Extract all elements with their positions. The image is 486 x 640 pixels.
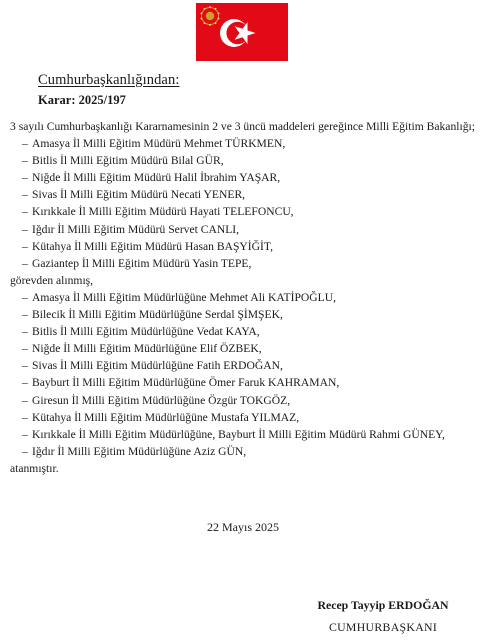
list-item-text: Bilecik İl Milli Eğitim Müdürlüğüne Serdal ŞİMŞEK, [32, 308, 283, 322]
list-item [10, 340, 476, 357]
list-item [10, 374, 476, 391]
list-item-text: Niğde İl Milli Eğitim Müdürlüğüne Elif ÖZBEK, [32, 342, 262, 356]
list-item-text: Kütahya İl Milli Eğitim Müdürlüğüne Mustafa YILMAZ, [32, 410, 300, 424]
list-item [10, 357, 476, 374]
list-item-text: Amasya İl Milli Eğitim Müdürü Mehmet TÜRKMEN, [32, 137, 286, 151]
dash-bullet: – [22, 290, 28, 304]
removed-closing: görevden alınmış, [10, 273, 94, 287]
decision-date: 22 Mayıs 2025 [207, 520, 279, 534]
list-item [10, 152, 476, 169]
dash-bullet: – [22, 376, 28, 390]
decision-number: Karar: 2025/197 [38, 93, 126, 107]
dash-bullet: – [22, 444, 28, 458]
list-item [10, 323, 476, 340]
dash-bullet: – [22, 325, 28, 339]
dash-bullet: – [22, 256, 28, 270]
dash-bullet: – [22, 205, 28, 219]
appointed-closing: atanmıştır. [10, 461, 59, 475]
list-item [10, 186, 476, 203]
dash-bullet: – [22, 342, 28, 356]
list-item-text: Kütahya İl Milli Eğitim Müdürü Hasan BAŞYİĞİT, [32, 239, 273, 253]
dash-bullet: – [22, 359, 28, 373]
list-item-text: Sivas İl Milli Eğitim Müdürü Necati YENER, [32, 188, 246, 202]
list-item [10, 221, 476, 238]
appointed-officials-list [10, 289, 476, 460]
dash-bullet: – [22, 393, 28, 407]
list-item [10, 443, 476, 460]
list-item-text: Amasya İl Milli Eğitim Müdürlüğüne Mehmet Ali KATİPOĞLU, [32, 290, 336, 304]
list-item-text: Sivas İl Milli Eğitim Müdürlüğüne Fatih ERDOĞAN, [32, 359, 283, 373]
list-item-text: Kırıkkale İl Milli Eğitim Müdürlüğüne, Bayburt İl Milli Eğitim Müdürü Rahmi GÜNEY, [32, 427, 445, 441]
list-item-text: Iğdır İl Milli Eğitim Müdürlüğüne Aziz GÜN, [32, 444, 247, 458]
list-item-text: Iğdır İl Milli Eğitim Müdürü Servet CANLI, [32, 222, 240, 236]
dash-bullet: – [22, 222, 28, 236]
list-item [10, 426, 476, 443]
list-item-text: Gaziantep İl Milli Eğitim Müdürü Yasin TEPE, [32, 256, 252, 270]
list-item [10, 203, 476, 220]
turkish-flag-icon [196, 3, 288, 61]
dash-bullet: – [22, 154, 28, 168]
dash-bullet: – [22, 427, 28, 441]
signatory-title: CUMHURBAŞKANI [328, 620, 438, 634]
list-item-text: Bitlis İl Milli Eğitim Müdürü Bilal GÜR, [32, 154, 224, 168]
list-item-text: Niğde İl Milli Eğitim Müdürü Halil İbrahim YAŞAR, [32, 171, 281, 185]
decision-body [10, 118, 476, 477]
signatory-name: Recep Tayyip ERDOĞAN [317, 598, 449, 612]
list-item [10, 135, 476, 152]
list-item-text: Kırıkkale İl Milli Eğitim Müdürü Hayati TELEFONCU, [32, 205, 294, 219]
dash-bullet: – [22, 188, 28, 202]
dash-bullet: – [22, 410, 28, 424]
intro-paragraph: 3 sayılı Cumhurbaşkanlığı Kararnamesinin 2 ve 3 üncü maddeleri gereğince Milli Eğitim Bakanlığı; [10, 120, 475, 133]
list-item [10, 409, 476, 426]
list-item [10, 289, 476, 306]
list-item-text: Bayburt İl Milli Eğitim Müdürlüğüne Ömer Faruk KAHRAMAN, [32, 376, 340, 390]
removed-officials-list [10, 135, 476, 272]
dash-bullet: – [22, 137, 28, 151]
list-item [10, 392, 476, 409]
dash-bullet: – [22, 308, 28, 322]
list-item [10, 306, 476, 323]
list-item [10, 169, 476, 186]
list-item-text: Giresun İl Milli Eğitim Müdürlüğüne Özgür TOKGÖZ, [32, 393, 291, 407]
dash-bullet: – [22, 171, 28, 185]
list-item [10, 238, 476, 255]
list-item [10, 255, 476, 272]
list-item-text: Bitlis İl Milli Eğitim Müdürlüğüne Vedat KAYA, [32, 325, 260, 339]
dash-bullet: – [22, 239, 28, 253]
issuer-heading: Cumhurbaşkanlığından: [38, 72, 180, 88]
